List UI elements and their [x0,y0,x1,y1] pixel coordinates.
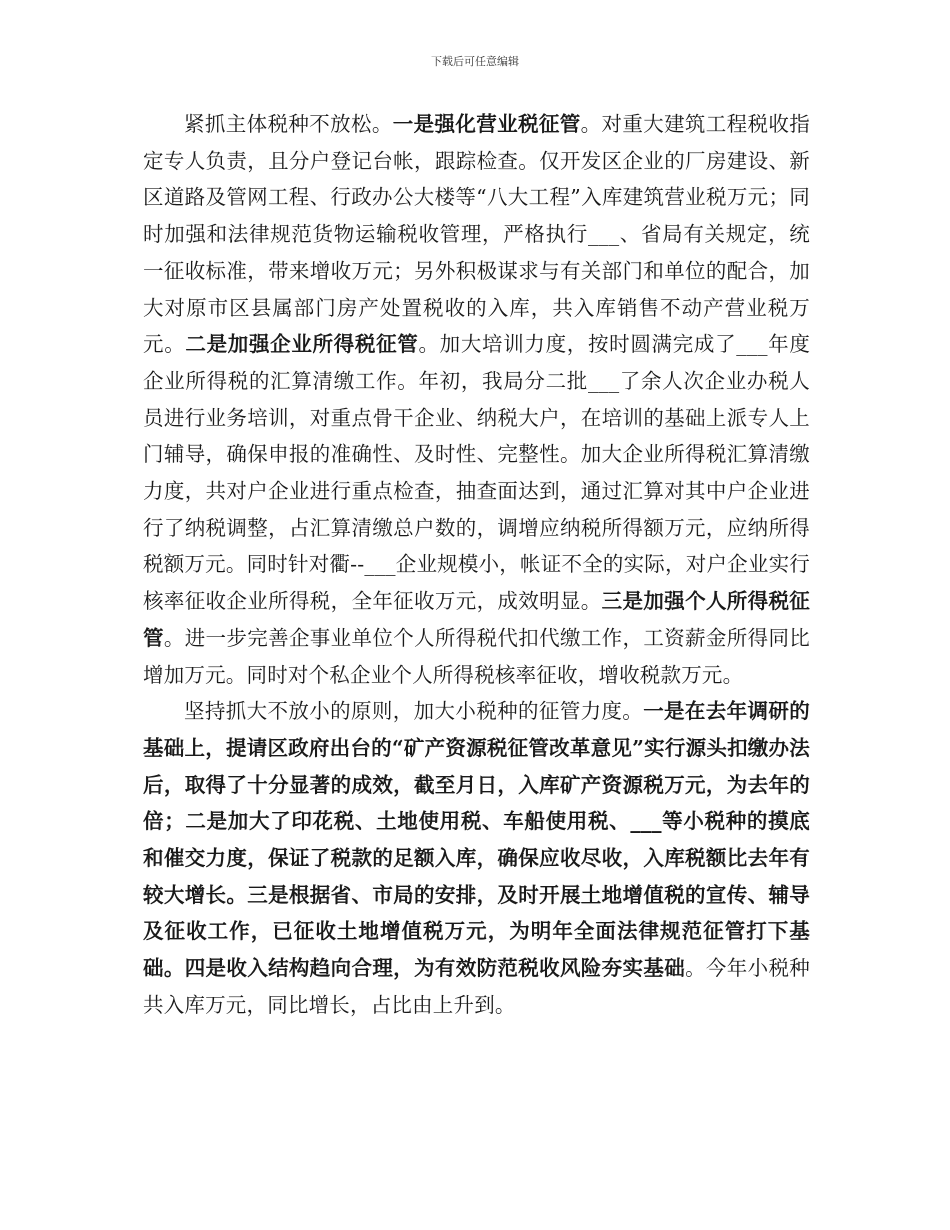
paragraph-1-heading-personal-income-tax: 三是加强个人所得税征管 [143,589,811,650]
paragraph-1-segment-1: 紧抓主体税种不放松。 [184,112,393,136]
header-note: 下载后可任意编辑 [431,55,519,68]
paragraph-1-heading-business-tax: 一是强化营业税征管 [392,112,581,136]
paragraph-1-heading-corporate-income-tax: 二是加强企业所得税征管 [185,332,419,357]
paragraph-1-segment-5: 。加大培训力度，按时圆满完成了___年度企业所得税的汇算清缴工作。年初，我局分二批___了余人次企业办税人员进行业务培训，对重点骨干企业、纳税大户，在培训的基础上派专人上门辅导，确保申报的准确性、及时性、完整性。加大企业所得税汇算清缴力度，共对户企业进行重点检查，抽查面达到，通过汇算对其中户企业进行了纳税调整，占汇算清缴总户数的，调增应纳税所得额万元，应纳所得税额万元。同时针对衢--___企业规模小，帐证不全的实际，对户企业实行核率征收企业所得税，全年征收万元，成效明显。 [143,332,811,614]
paragraph-1-segment-7: 。进一步完善企事业单位个人所得税代扣代缴工作，工资薪金所得同比增加万元。同时对个私企业个人所得税核率征收，增收税款万元。 [143,625,811,687]
paragraph-2-bold-section: 一是在去年调研的基础上，提请区政府出台的“矿产资源税征管改革意见”实行源头扣缴办法后，取得了十分显著的成效，截至月日，入库矿产资源税万元，为去年的倍；二是加大了印花税、土地使用税、车船使用税、___等小税种的摸底和催交力度，保证了税款的足额入库，确保应收尽收，入库税额比去年有较大增长。三是根据省、市局的安排，及时开展土地增值税的宣传、辅导及征收工作，已征收土地增值税万元，为明年全面法律规范征管打下基础。四是收入结构趋向合理，为有效防范税收风险夯实基础 [143,699,810,981]
paragraph-1 [143,106,810,693]
paragraph-1-segment-3: 。对重大建筑工程税收指定专人负责，且分户登记台帐，跟踪检查。仅开发区企业的厂房建设、新区道路及管网工程、行政办公大楼等“八大工程”入库建筑营业税万元；同时加强和法律规范货物运输税收管理，严格执行___、省局有关规定，统一征收标准，带来增收万元；另外积极谋求与有关部门和单位的配合，加大对原市区县属部门房产处置税收的入库，共入库销售不动产营业税万元。 [143,112,810,357]
document-body [143,106,810,1024]
paragraph-2 [143,693,810,1023]
paragraph-2-segment-1: 坚持抓大不放小的原则，加大小税种的征管力度。 [184,699,644,724]
paragraph-2-segment-3: 。今年小税种共入库万元，同比增长，占比由上升到。 [143,956,811,1017]
